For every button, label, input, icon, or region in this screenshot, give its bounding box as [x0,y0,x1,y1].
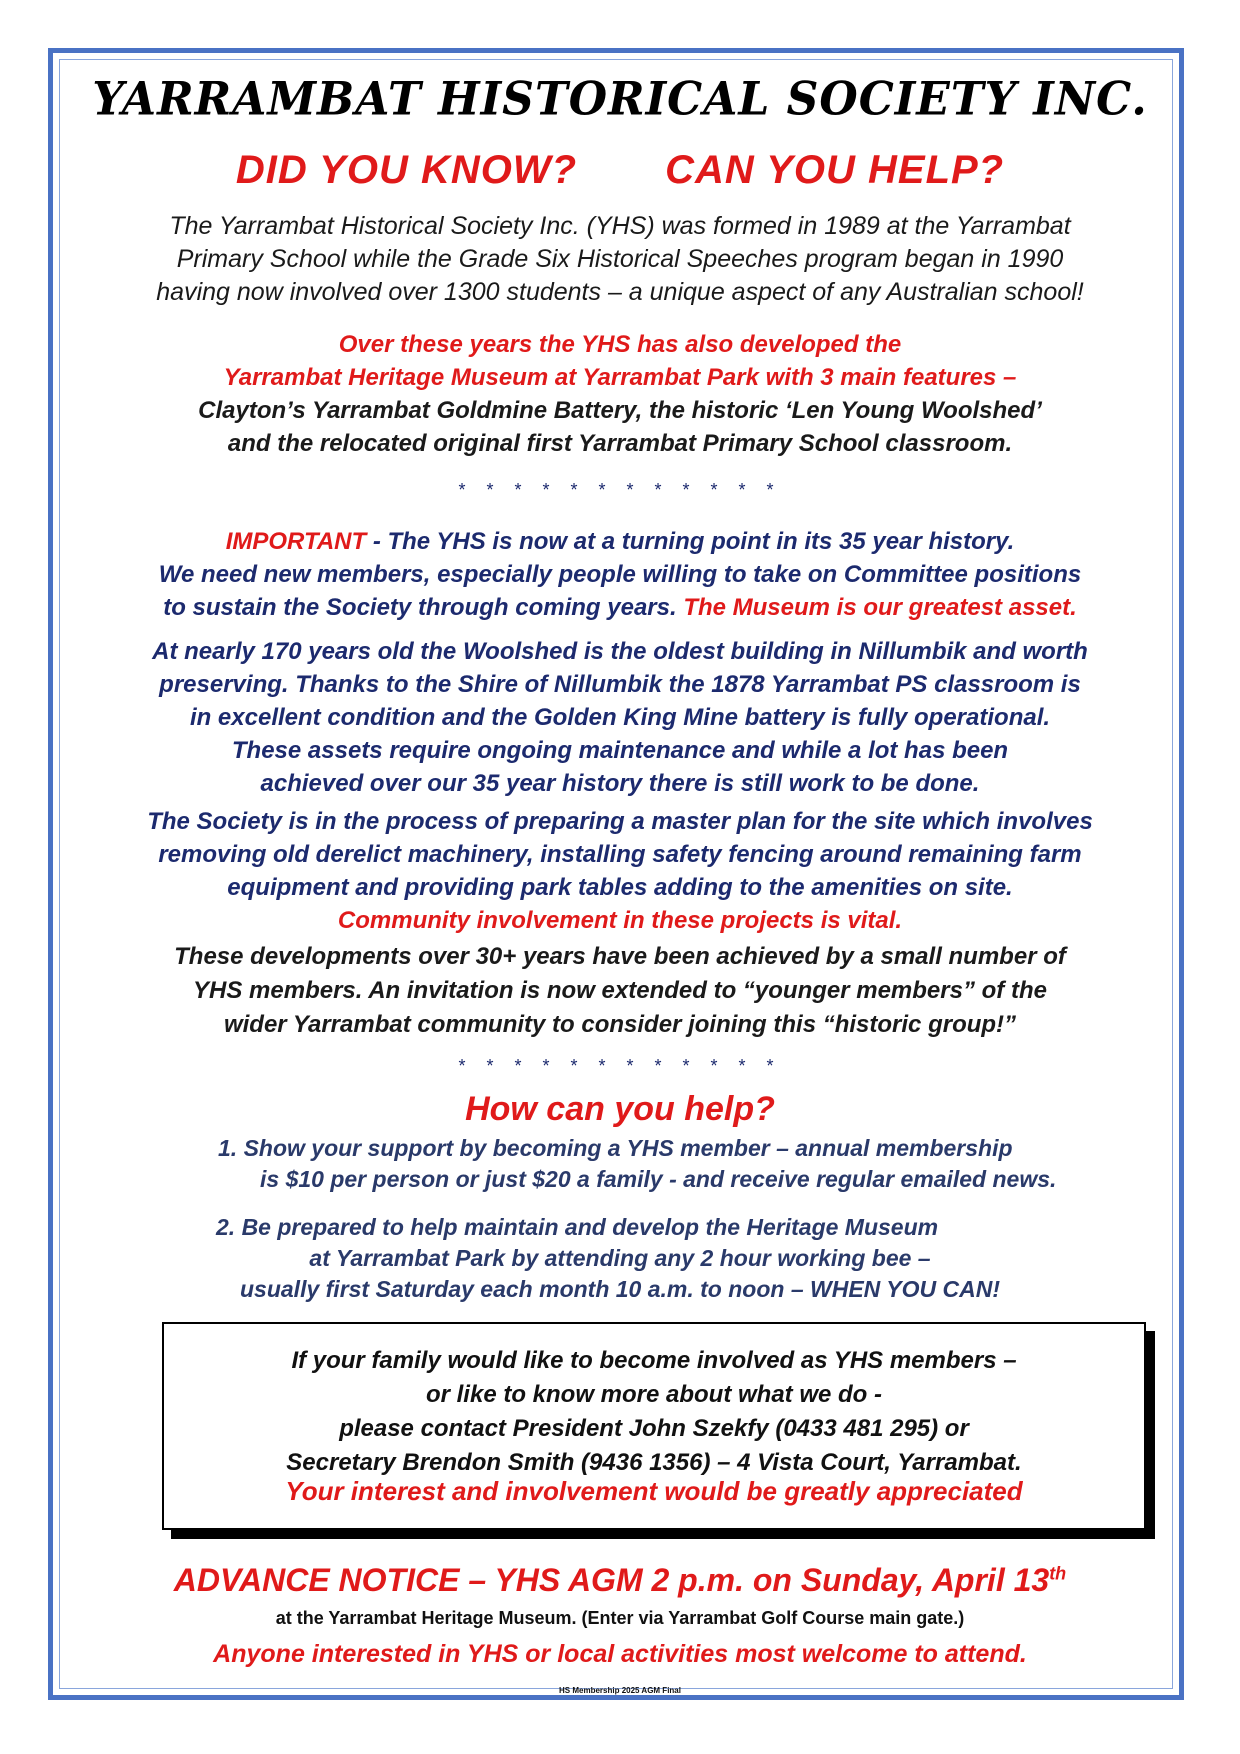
star-divider: * * * * * * * * * * * * [458,480,782,500]
help-item-2-cont: usually first Saturday each month 10 a.m. to noon – WHEN YOU CAN! [240,1276,1000,1302]
woolshed-line: These assets require ongoing maintenance and while a lot has been [231,737,1009,764]
contact-line: If your family would like to become involved as YHS members – [291,1347,1017,1374]
contact-line: Secretary Brendon Smith (9436 1356) – 4 Vista Court, Yarrambat. [286,1449,1022,1476]
help-item-1: 1. Show your support by becoming a YHS member – annual membership [218,1135,1013,1161]
footer-filename: HS Membership 2025 AGM Final [559,1686,681,1695]
important-line [0,525,1240,558]
help-item-2-cont: at Yarrambat Park by attending any 2 hour working bee – [309,1245,931,1271]
help-item-1-cont: is $10 per person or just $20 a family - and receive regular emailed news. [260,1166,1057,1192]
contact-line: or like to know more about what we do - [425,1381,883,1408]
woolshed-paragraph [0,635,1240,937]
intro-paragraph [0,210,1240,309]
help-item-2: 2. Be prepared to help maintain and develop the Heritage Museum [216,1214,939,1240]
developments-line: YHS members. An invitation is now extended to “younger members” of the [193,977,1047,1004]
master-plan-line: removing old derelict machinery, installing safety fencing around remaining farm [158,841,1082,868]
help-heading: How can you help? [465,1090,775,1128]
intro-line: Primary School while the Grade Six Historical Speeches program began in 1990 [176,245,1064,273]
headline [0,148,1240,193]
developments-line: wider Yarrambat community to consider joining this “historic group!” [223,1011,1017,1038]
agm-date-suffix: th [1049,1563,1067,1584]
museum-line: Over these years the YHS has also developed the [338,331,902,358]
agm-notice [0,1562,1240,1599]
museum-line: Clayton’s Yarrambat Goldmine Battery, the historic ‘Len Young Woolshed’ [198,397,1042,424]
contact-box [162,1322,1146,1530]
important-text: to sustain the Society through coming years. [163,594,684,621]
museum-line: and the relocated original first Yarrambat Primary School classroom. [227,430,1013,457]
master-plan-line: equipment and providing park tables adding to the amenities on site. [227,874,1013,901]
important-paragraph [0,525,1240,624]
community-involvement-line: Community involvement in these projects is vital. [337,907,903,934]
important-line [0,591,1240,624]
contact-line: please contact President John Szekfy (0433 481 295) or [339,1415,969,1442]
important-label: IMPORTANT [225,528,367,555]
museum-line: Yarrambat Heritage Museum at Yarrambat Park with 3 main features – [223,364,1017,391]
woolshed-line: At nearly 170 years old the Woolshed is the oldest building in Nillumbik and worth [152,638,1088,665]
woolshed-line: preserving. Thanks to the Shire of Nillumbik the 1878 Yarrambat PS classroom is [159,671,1081,698]
agm-notice-text: ADVANCE NOTICE – YHS AGM 2 p.m. on Sunday, April 13 [173,1562,1050,1598]
star-divider: * * * * * * * * * * * * [458,1056,782,1076]
developments-line: These developments over 30+ years have been achieved by a small number of [174,943,1066,970]
agm-welcome: Anyone interested in YHS or local activities most welcome to attend. [213,1640,1027,1668]
master-plan-line: The Society is in the process of preparing a master plan for the site which involves [147,808,1093,835]
important-text: - The YHS is now at a turning point in its 35 year history. [366,528,1015,555]
woolshed-line: in excellent condition and the Golden King Mine battery is fully operational. [189,704,1051,731]
woolshed-line: achieved over our 35 year history there is still work to be done. [260,770,980,797]
agm-location: at the Yarrambat Heritage Museum. (Enter via Yarrambat Golf Course main gate.) [275,1608,965,1628]
appreciation-line: Your interest and involvement would be greatly appreciated [285,1476,1023,1506]
museum-asset-text: The Museum is our greatest asset. [683,594,1077,621]
developments-paragraph [0,940,1240,1042]
intro-line: The Yarrambat Historical Society Inc. (YHS) was formed in 1989 at the Yarrambat [169,212,1071,240]
headline-can-you-help: CAN YOU HELP? [665,148,1005,192]
intro-line: having now involved over 1300 students – a unique aspect of any Australian school! [156,278,1084,306]
contact-text [164,1344,1144,1480]
headline-did-you-know: DID YOU KNOW? [235,148,578,192]
museum-paragraph [0,328,1240,460]
society-title: YARRAMBAT HISTORICAL SOCIETY INC. [92,72,1148,127]
important-line: We need new members, especially people willing to take on Committee positions [158,561,1082,588]
